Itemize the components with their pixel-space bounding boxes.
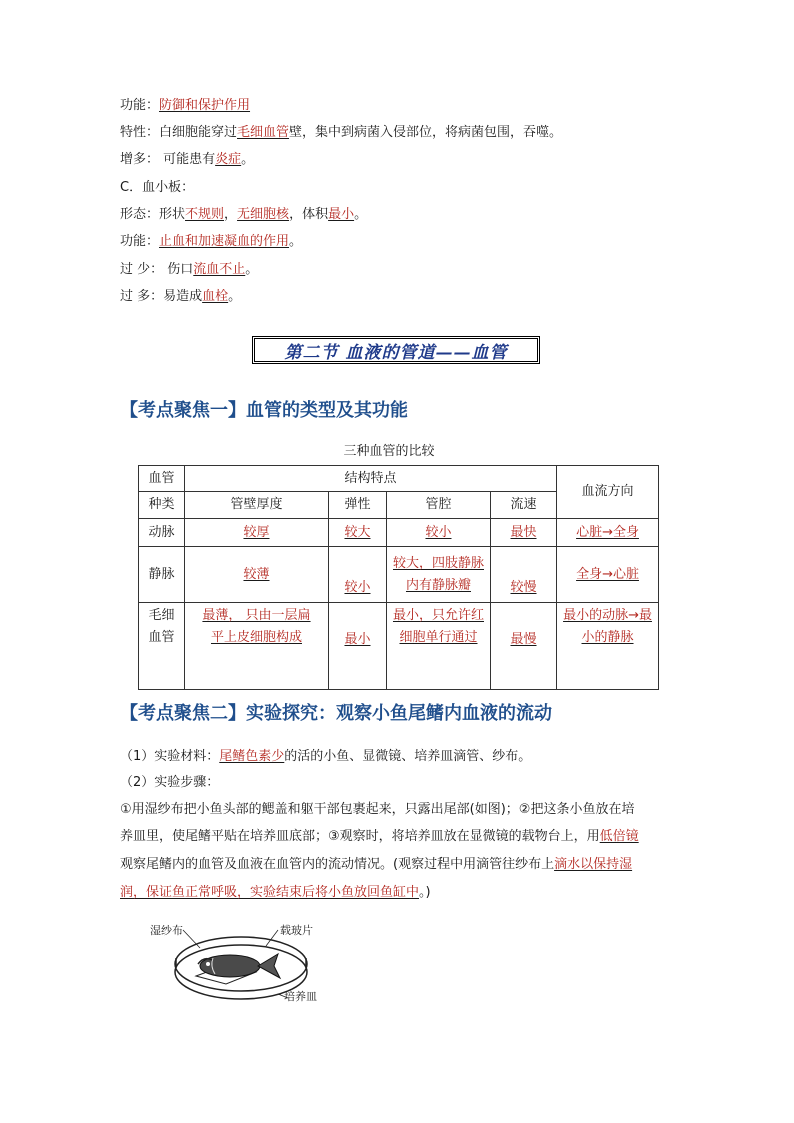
- answer-text: 血栓: [202, 289, 229, 304]
- cell-lumen: 较大，四肢静脉 内有静脉瓣: [387, 547, 491, 603]
- section-title-box: [252, 336, 540, 364]
- cell-name: 毛细 血管: [139, 603, 185, 690]
- focus-heading-1: 【考点聚焦一】血管的类型及其功能: [120, 400, 408, 421]
- header-vessel-2: 种类: [139, 492, 185, 519]
- experiment-step-line: 观察尾鳍内的血管及血液在血管内的流动情况。(观察过程中用滴管往纱布上滴水以保持湿: [120, 857, 633, 872]
- answer-text: 无细胞核: [237, 207, 290, 222]
- cell-lumen: 较小: [387, 519, 491, 547]
- answer-text: 止血和加速凝血的作用: [159, 234, 290, 249]
- experiment-materials: （1）实验材料：尾鳍色素少的活的小鱼、显微镜、培养皿滴管、纱布。: [120, 749, 532, 764]
- answer-text: 低倍镜: [599, 829, 639, 844]
- answer-text: 流血不止: [193, 262, 246, 277]
- label-dish: 培养皿: [284, 990, 317, 1003]
- platelet-too-many-line: 过 多：易造成血栓。: [120, 289, 242, 304]
- cell-wall: 最薄， 只由一层扁 平上皮细胞构成: [185, 603, 329, 690]
- focus-heading-2: 【考点聚焦二】实验探究：观察小鱼尾鳍内血液的流动: [120, 703, 552, 724]
- answer-text: 最小: [328, 207, 355, 222]
- cell-direction: 心脏→全身: [557, 519, 659, 547]
- cell-lumen: 最小，只允许红 细胞单行通过: [387, 603, 491, 690]
- table-row: [139, 603, 659, 690]
- cell-direction: 全身→心脏: [557, 547, 659, 603]
- label-slide: 载玻片: [280, 924, 313, 937]
- wbc-trait-line: 特性：白细胞能穿过毛细血管壁，集中到病菌入侵部位，将病菌包围，吞噬。: [120, 125, 563, 140]
- header-wall: 管壁厚度: [185, 492, 329, 519]
- table-caption: 三种血管的比较: [343, 444, 435, 459]
- cell-name: 静脉: [139, 547, 185, 603]
- experiment-step-line: 润，保证鱼正常呼吸，实验结束后将小鱼放回鱼缸中。): [120, 885, 431, 900]
- answer-text: 防御和保护作用: [159, 98, 251, 113]
- answer-text: 滴水以保持湿: [554, 857, 633, 872]
- section-title: 第二节 血液的管道——血管: [284, 342, 508, 363]
- answer-text: 毛细血管: [237, 125, 290, 140]
- platelet-shape-line: 形态：形状不规则，无细胞核，体积最小。: [120, 207, 368, 222]
- cell-wall: 较厚: [185, 519, 329, 547]
- header-elastic: 弹性: [329, 492, 387, 519]
- header-lumen: 管腔: [387, 492, 491, 519]
- cell-speed: 最慢: [491, 603, 557, 690]
- answer-text: 尾鳍色素少: [219, 749, 285, 764]
- cell-elastic: 较大: [329, 519, 387, 547]
- wbc-increase-line: 增多： 可能患有炎症。: [120, 152, 255, 167]
- fish-dish-figure: [138, 918, 338, 1028]
- answer-text: 炎症: [215, 152, 242, 167]
- header-direction: 血流方向: [557, 466, 659, 519]
- header-vessel-1: 血管: [139, 466, 185, 492]
- vessel-comparison-table: [138, 465, 659, 690]
- experiment-step-line: ①用湿纱布把小鱼头部的鳃盖和躯干部包裹起来，只露出尾部(如图)；②把这条小鱼放在培: [120, 802, 635, 817]
- header-speed: 流速: [491, 492, 557, 519]
- header-structure: 结构特点: [185, 466, 557, 492]
- platelet-too-few-line: 过 少： 伤口流血不止。: [120, 262, 259, 277]
- platelet-heading: C．血小板：: [120, 180, 195, 195]
- cell-wall: 较薄: [185, 547, 329, 603]
- label-gauze: 湿纱布: [150, 924, 183, 937]
- table-row: [139, 519, 659, 547]
- platelet-function-line: 功能：止血和加速凝血的作用。: [120, 234, 303, 249]
- cell-speed: 较慢: [491, 547, 557, 603]
- answer-text: 润，保证鱼正常呼吸，实验结束后将小鱼放回鱼缸中: [120, 885, 420, 900]
- cell-elastic: 最小: [329, 603, 387, 690]
- experiment-step-line: 养皿里，使尾鳍平贴在培养皿底部；③观察时，将培养皿放在显微镜的载物台上，用低倍镜: [120, 829, 639, 844]
- experiment-steps-heading: （2）实验步骤：: [120, 775, 220, 790]
- cell-elastic: 较小: [329, 547, 387, 603]
- cell-speed: 最快: [491, 519, 557, 547]
- table-row: [139, 547, 659, 603]
- answer-text: 不规则: [185, 207, 225, 222]
- cell-name: 动脉: [139, 519, 185, 547]
- wbc-function-line: 功能：防御和保护作用: [120, 98, 251, 113]
- cell-direction: 最小的动脉→最 小的静脉: [557, 603, 659, 690]
- table-header-row: [139, 466, 659, 492]
